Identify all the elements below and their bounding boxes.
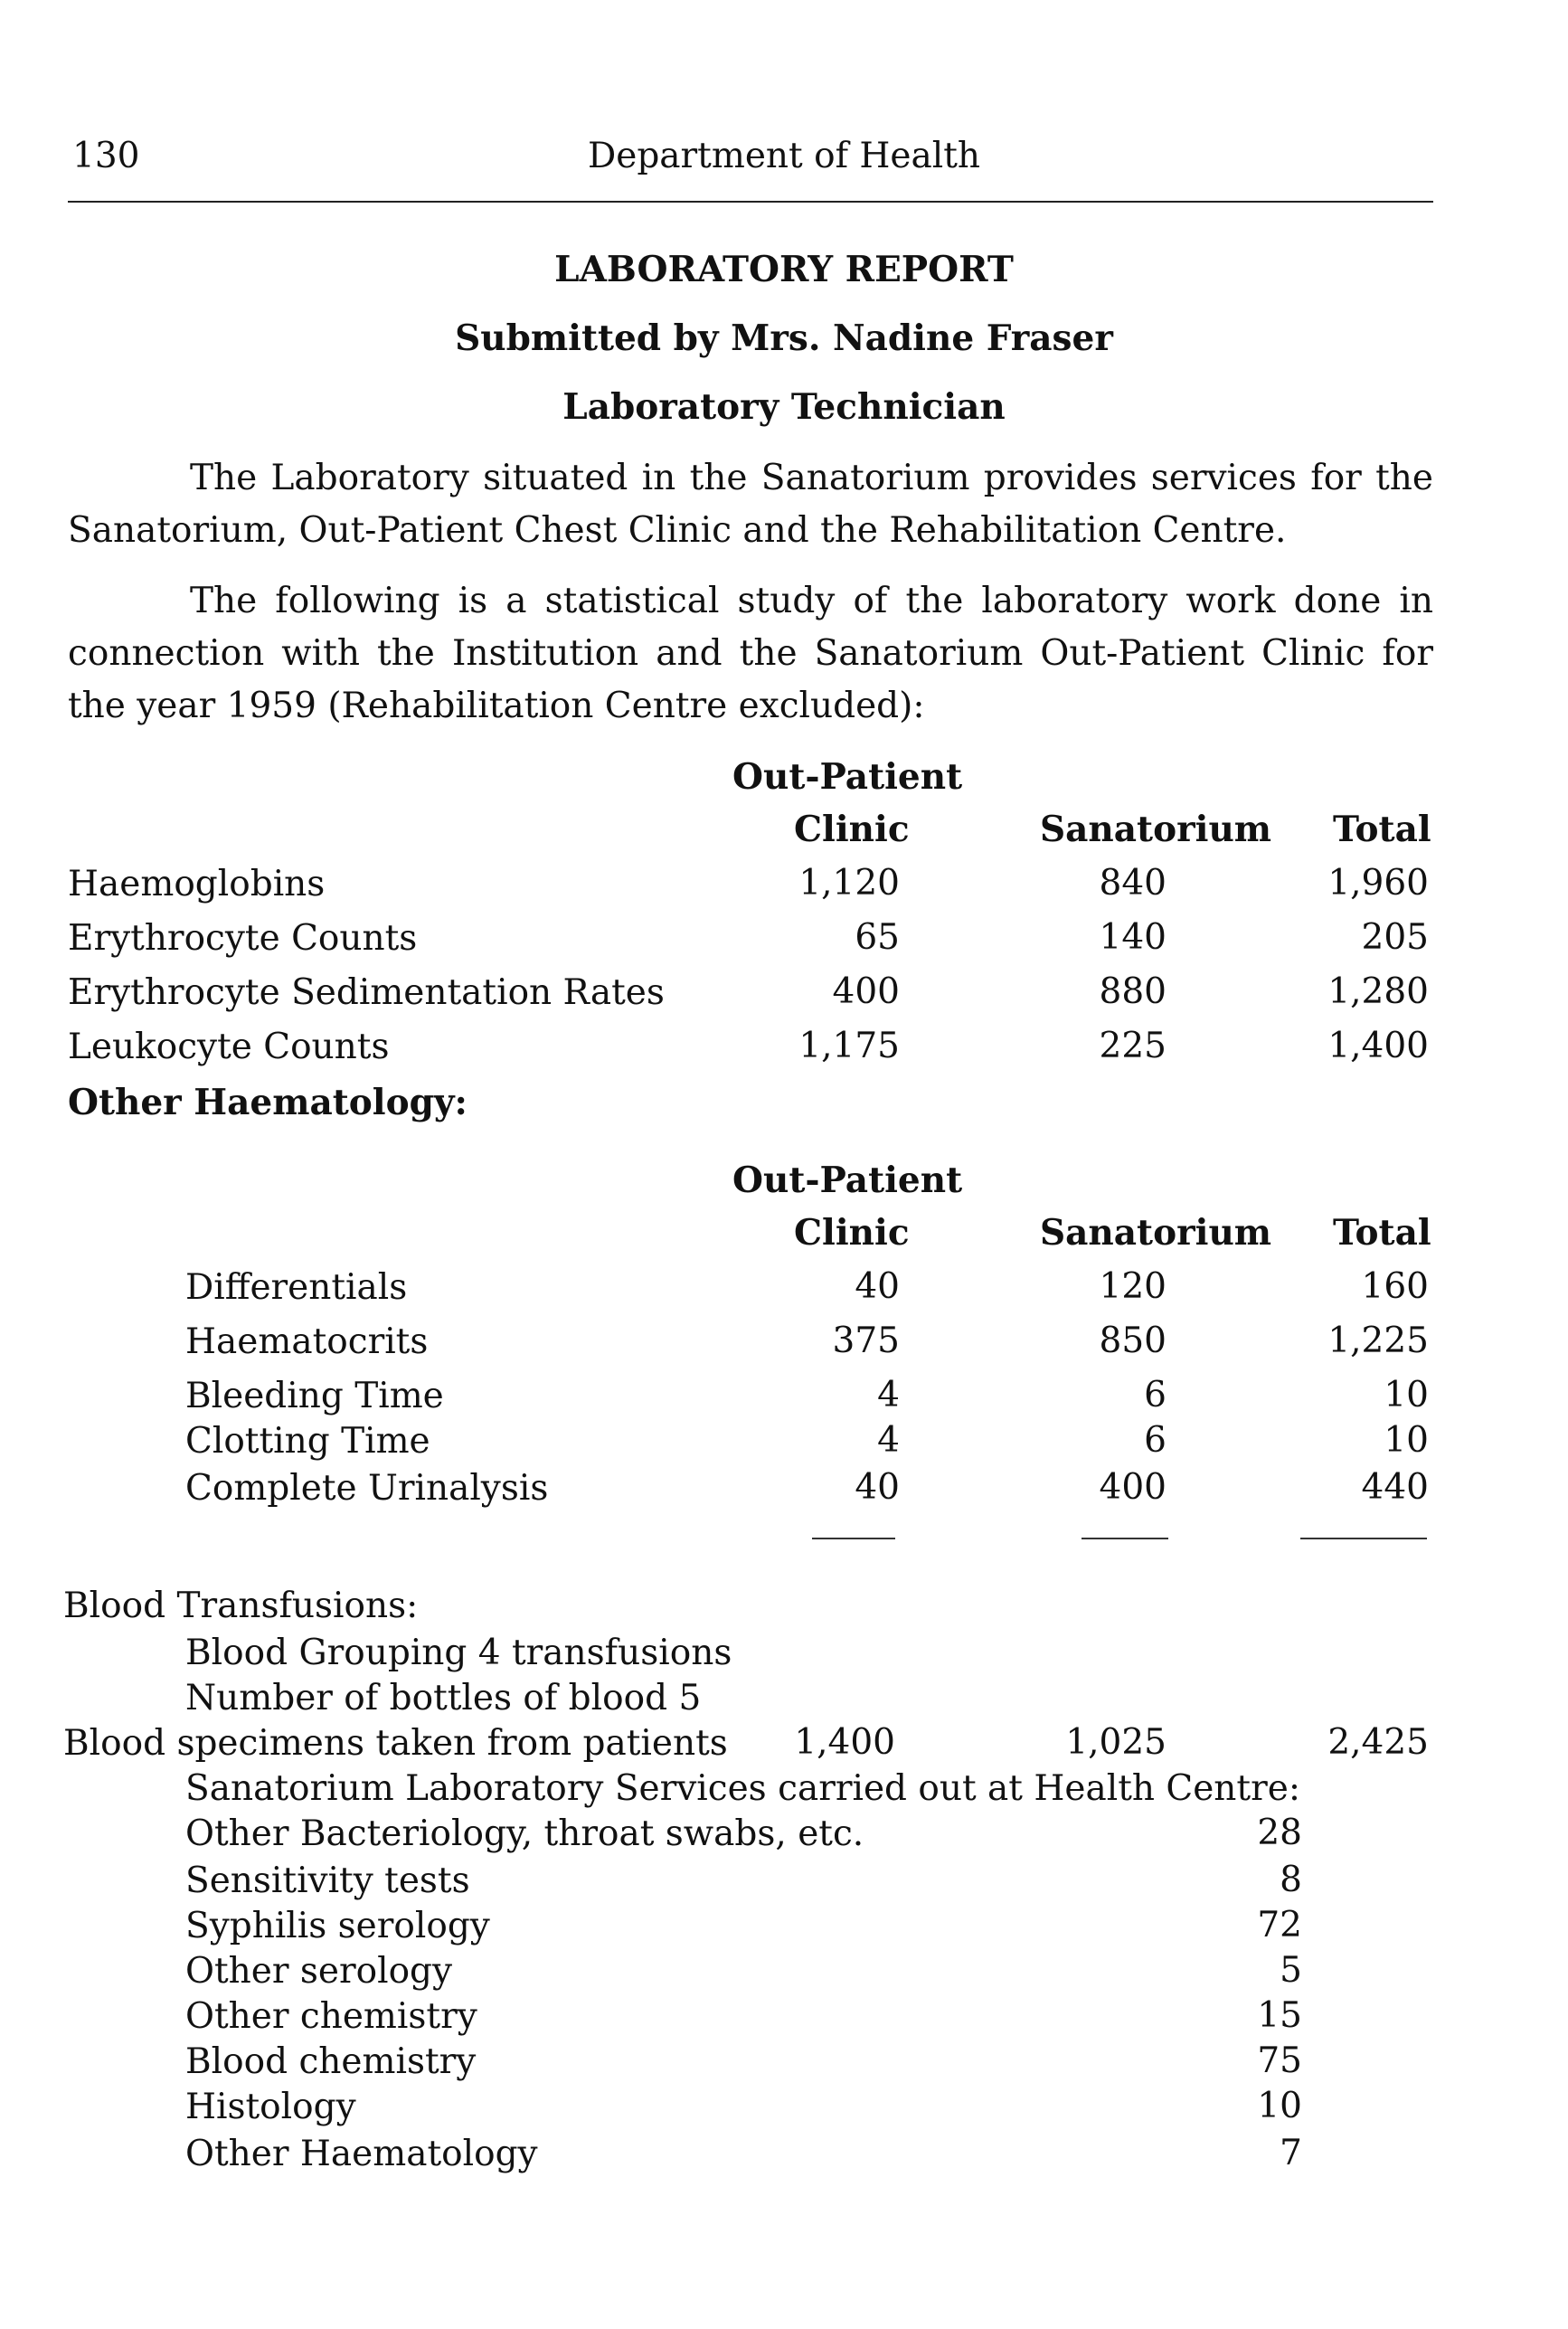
total-value: 10 xyxy=(1384,1375,1429,1415)
service-label: Other chemistry xyxy=(185,1996,477,2037)
table1-header-clinic: Clinic xyxy=(794,809,910,850)
sanatorium-value: 840 xyxy=(1099,863,1167,904)
row-label: Blood specimens taken from patients xyxy=(63,1723,728,1764)
row-label: Erythrocyte Sedimentation Rates xyxy=(68,972,665,1013)
table2-header-outpatient: Out-Patient xyxy=(732,1160,963,1201)
clinic-value: 375 xyxy=(832,1321,900,1361)
blood-grouping: Blood Grouping 4 transfusions xyxy=(185,1633,732,1673)
total-value: 10 xyxy=(1384,1420,1429,1461)
service-label: Other serology xyxy=(185,1951,453,1992)
total-value: 2,425 xyxy=(1327,1722,1429,1763)
service-label: Histology xyxy=(185,2087,356,2127)
sum-rule-sanatorium xyxy=(1082,1538,1168,1539)
row-label: Differentials xyxy=(185,1267,408,1308)
row-label: Leukocyte Counts xyxy=(68,1027,390,1067)
row-label: Haemoglobins xyxy=(68,864,326,904)
transfusions-heading: Blood Transfusions: xyxy=(63,1586,419,1626)
report-author: Submitted by Mrs. Nadine Fraser xyxy=(455,317,1113,359)
clinic-value: 40 xyxy=(855,1467,900,1508)
table1-header-sanatorium: Sanatorium xyxy=(1040,809,1272,850)
row-label: Haematocrits xyxy=(185,1321,429,1362)
sanatorium-value: 400 xyxy=(1099,1467,1167,1508)
row-label: Complete Urinalysis xyxy=(185,1468,549,1509)
clinic-value: 65 xyxy=(855,917,900,958)
row-label: Erythrocyte Counts xyxy=(68,918,418,959)
table2-header-sanatorium: Sanatorium xyxy=(1040,1212,1272,1254)
service-value: 5 xyxy=(1280,1950,1302,1991)
sanatorium-value: 1,025 xyxy=(1065,1722,1167,1763)
sanatorium-value: 850 xyxy=(1099,1321,1167,1361)
service-label: Sensitivity tests xyxy=(185,1860,470,1901)
total-value: 1,400 xyxy=(1327,1026,1429,1066)
clinic-value: 1,120 xyxy=(798,863,900,904)
header-rule xyxy=(68,201,1433,203)
clinic-value: 40 xyxy=(855,1266,900,1307)
total-value: 1,960 xyxy=(1327,863,1429,904)
sanatorium-value: 6 xyxy=(1144,1375,1167,1415)
table2-header-total: Total xyxy=(1333,1212,1431,1254)
page-number: 130 xyxy=(72,136,140,176)
sum-rule-total xyxy=(1300,1538,1427,1539)
clinic-value: 1,400 xyxy=(794,1722,895,1763)
row-label: Bleeding Time xyxy=(185,1376,444,1416)
service-value: 7 xyxy=(1280,2133,1302,2173)
total-value: 1,280 xyxy=(1327,971,1429,1012)
sanatorium-value: 140 xyxy=(1099,917,1167,958)
sanatorium-value: 880 xyxy=(1099,971,1167,1012)
sanatorium-value: 120 xyxy=(1099,1266,1167,1307)
total-value: 160 xyxy=(1361,1266,1429,1307)
table1-header-outpatient: Out-Patient xyxy=(732,756,963,798)
service-label: Other Bacteriology, throat swabs, etc. xyxy=(185,1813,864,1854)
service-value: 75 xyxy=(1257,2040,1302,2081)
total-value: 1,225 xyxy=(1327,1321,1429,1361)
running-title: Department of Health xyxy=(587,136,981,176)
clinic-value: 4 xyxy=(877,1420,900,1461)
intro-paragraph: The Laboratory situated in the Sanatorium provides services for the Sanatorium, Out-Patient Chest Clinic and the Rehabilitation Centre. xyxy=(68,458,1433,551)
services-heading: Sanatorium Laboratory Services carried out at Health Centre: xyxy=(185,1768,1300,1809)
service-value: 8 xyxy=(1280,1860,1302,1900)
service-value: 10 xyxy=(1257,2086,1302,2126)
other-haematology-heading: Other Haematology: xyxy=(68,1082,468,1123)
service-value: 15 xyxy=(1257,1995,1302,2036)
clinic-value: 400 xyxy=(832,971,900,1012)
total-value: 440 xyxy=(1361,1467,1429,1508)
row-label: Clotting Time xyxy=(185,1421,430,1462)
clinic-value: 1,175 xyxy=(798,1026,900,1066)
sanatorium-value: 225 xyxy=(1099,1026,1167,1066)
service-label: Other Haematology xyxy=(185,2134,538,2174)
report-author-role: Laboratory Technician xyxy=(562,386,1006,428)
service-label: Syphilis serology xyxy=(185,1906,490,1946)
table2-header-clinic: Clinic xyxy=(794,1212,910,1254)
sum-rule-clinic xyxy=(812,1538,895,1539)
total-value: 205 xyxy=(1361,917,1429,958)
sanatorium-value: 6 xyxy=(1144,1420,1167,1461)
service-label: Blood chemistry xyxy=(185,2041,477,2082)
report-title: LABORATORY REPORT xyxy=(554,249,1014,290)
service-value: 28 xyxy=(1257,1813,1302,1853)
service-value: 72 xyxy=(1257,1905,1302,1946)
study-paragraph: The following is a statistical study of the laboratory work done in connection with the Institution and the Sanatorium Out-Patient Clinic for the year 1959 (Rehabilitation Centre excluded): xyxy=(68,581,1433,726)
table1-header-total: Total xyxy=(1333,809,1431,850)
clinic-value: 4 xyxy=(877,1375,900,1415)
bottles-of-blood: Number of bottles of blood 5 xyxy=(185,1678,702,1718)
